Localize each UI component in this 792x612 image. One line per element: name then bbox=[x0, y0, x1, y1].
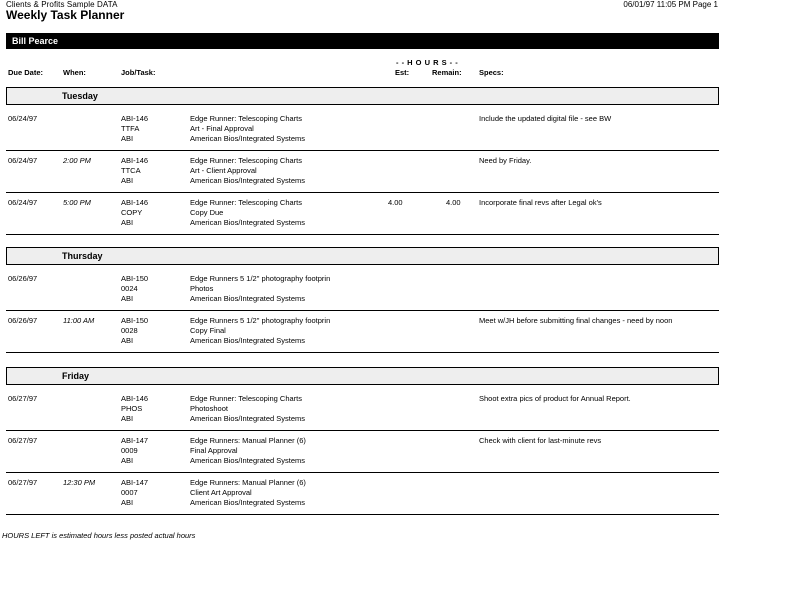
due-date-cell: 06/27/97 bbox=[8, 394, 38, 403]
client-code-cell: ABI bbox=[121, 456, 134, 465]
task-name-cell: Photos bbox=[190, 284, 214, 293]
task-code-cell: 0007 bbox=[121, 488, 138, 497]
app-name: Clients & Profits Sample DATA bbox=[6, 0, 118, 9]
row-divider bbox=[6, 192, 719, 193]
job-name-cell: Edge Runners 5 1/2" photography footprin bbox=[190, 274, 331, 283]
task-code-cell: 0028 bbox=[121, 326, 138, 335]
est-hours-cell: 4.00 bbox=[388, 198, 403, 207]
when-cell: 5:00 PM bbox=[63, 198, 91, 207]
task-code-cell: TTFA bbox=[121, 124, 140, 133]
job-name-cell: Edge Runner: Telescoping Charts bbox=[190, 198, 303, 207]
task-name-cell: Art - Client Approval bbox=[190, 166, 257, 175]
client-code-cell: ABI bbox=[121, 294, 134, 303]
row-divider bbox=[6, 352, 719, 353]
specs-cell: Shoot extra pics of product for Annual Report. bbox=[479, 394, 631, 403]
specs-cell: Incorporate final revs after Legal ok's bbox=[479, 198, 602, 207]
day-section-header bbox=[6, 367, 719, 385]
job-number-cell: ABI-150 bbox=[121, 316, 149, 325]
person-header-bar bbox=[6, 33, 719, 49]
day-label: Friday bbox=[62, 371, 90, 381]
client-name-cell: American Bios/Integrated Systems bbox=[190, 294, 306, 303]
row-divider bbox=[6, 150, 719, 151]
column-header-est: Est: bbox=[395, 68, 410, 77]
when-cell: 12:30 PM bbox=[63, 478, 96, 487]
task-name-cell: Art - Final Approval bbox=[190, 124, 254, 133]
client-code-cell: ABI bbox=[121, 134, 134, 143]
day-section-header bbox=[6, 247, 719, 265]
client-name-cell: American Bios/Integrated Systems bbox=[190, 336, 306, 345]
client-name-cell: American Bios/Integrated Systems bbox=[190, 218, 306, 227]
job-number-cell: ABI-146 bbox=[121, 156, 149, 165]
job-number-cell: ABI-150 bbox=[121, 274, 149, 283]
client-code-cell: ABI bbox=[121, 176, 134, 185]
task-name-cell: Final Approval bbox=[190, 446, 238, 455]
day-section-header bbox=[6, 87, 719, 105]
task-name-cell: Client Art Approval bbox=[190, 488, 252, 497]
task-code-cell: 0009 bbox=[121, 446, 138, 455]
task-name-cell: Copy Due bbox=[190, 208, 224, 217]
job-number-cell: ABI-147 bbox=[121, 478, 149, 487]
remain-hours-cell: 4.00 bbox=[446, 198, 461, 207]
client-name-cell: American Bios/Integrated Systems bbox=[190, 456, 306, 465]
job-number-cell: ABI-146 bbox=[121, 114, 149, 123]
due-date-cell: 06/24/97 bbox=[8, 198, 38, 207]
client-name-cell: American Bios/Integrated Systems bbox=[190, 176, 306, 185]
due-date-cell: 06/26/97 bbox=[8, 274, 38, 283]
task-code-cell: PHOS bbox=[121, 404, 143, 413]
specs-cell: Check with client for last-minute revs bbox=[479, 436, 602, 445]
due-date-cell: 06/24/97 bbox=[8, 156, 38, 165]
job-number-cell: ABI-146 bbox=[121, 394, 149, 403]
due-date-cell: 06/26/97 bbox=[8, 316, 38, 325]
client-code-cell: ABI bbox=[121, 336, 134, 345]
specs-cell: Meet w/JH before submitting final changes - need by noon bbox=[479, 316, 673, 325]
job-name-cell: Edge Runner: Telescoping Charts bbox=[190, 394, 303, 403]
row-divider bbox=[6, 430, 719, 431]
row-divider bbox=[6, 310, 719, 311]
client-code-cell: ABI bbox=[121, 498, 134, 507]
job-name-cell: Edge Runner: Telescoping Charts bbox=[190, 156, 303, 165]
specs-cell: Include the updated digital file - see BW bbox=[479, 114, 612, 123]
due-date-cell: 06/24/97 bbox=[8, 114, 38, 123]
due-date-cell: 06/27/97 bbox=[8, 436, 38, 445]
job-number-cell: ABI-146 bbox=[121, 198, 149, 207]
client-name-cell: American Bios/Integrated Systems bbox=[190, 134, 306, 143]
job-name-cell: Edge Runner: Telescoping Charts bbox=[190, 114, 303, 123]
job-number-cell: ABI-147 bbox=[121, 436, 149, 445]
client-code-cell: ABI bbox=[121, 414, 134, 423]
client-name-cell: American Bios/Integrated Systems bbox=[190, 498, 306, 507]
when-cell: 11:00 AM bbox=[63, 316, 95, 325]
column-header-remain: Remain: bbox=[432, 68, 462, 77]
job-name-cell: Edge Runners 5 1/2" photography footprin bbox=[190, 316, 331, 325]
due-date-cell: 06/27/97 bbox=[8, 478, 38, 487]
footnote: HOURS LEFT is estimated hours less posted actual hours bbox=[2, 531, 196, 540]
job-name-cell: Edge Runners: Manual Planner (6) bbox=[190, 478, 306, 487]
column-header-specs: Specs: bbox=[479, 68, 504, 77]
row-divider bbox=[6, 234, 719, 235]
job-name-cell: Edge Runners: Manual Planner (6) bbox=[190, 436, 306, 445]
task-code-cell: TTCA bbox=[121, 166, 141, 175]
task-name-cell: Copy Final bbox=[190, 326, 226, 335]
report-title: Weekly Task Planner bbox=[6, 8, 125, 22]
client-name-cell: American Bios/Integrated Systems bbox=[190, 414, 306, 423]
print-datestamp: 06/01/97 11:05 PM Page 1 bbox=[623, 0, 718, 9]
task-code-cell: 0024 bbox=[121, 284, 138, 293]
task-name-cell: Photoshoot bbox=[190, 404, 228, 413]
day-label: Thursday bbox=[62, 251, 103, 261]
column-header-job-task: Job/Task: bbox=[121, 68, 156, 77]
row-divider bbox=[6, 472, 719, 473]
when-cell: 2:00 PM bbox=[63, 156, 91, 165]
column-header-when: When: bbox=[63, 68, 86, 77]
column-header-due-date: Due Date: bbox=[8, 68, 44, 77]
row-divider bbox=[6, 514, 719, 515]
specs-cell: Need by Friday. bbox=[479, 156, 532, 165]
day-label: Tuesday bbox=[62, 91, 98, 101]
client-code-cell: ABI bbox=[121, 218, 134, 227]
task-code-cell: COPY bbox=[121, 208, 143, 217]
hours-group-header: - - H O U R S - - bbox=[396, 58, 459, 67]
person-name: Bill Pearce bbox=[12, 36, 59, 46]
